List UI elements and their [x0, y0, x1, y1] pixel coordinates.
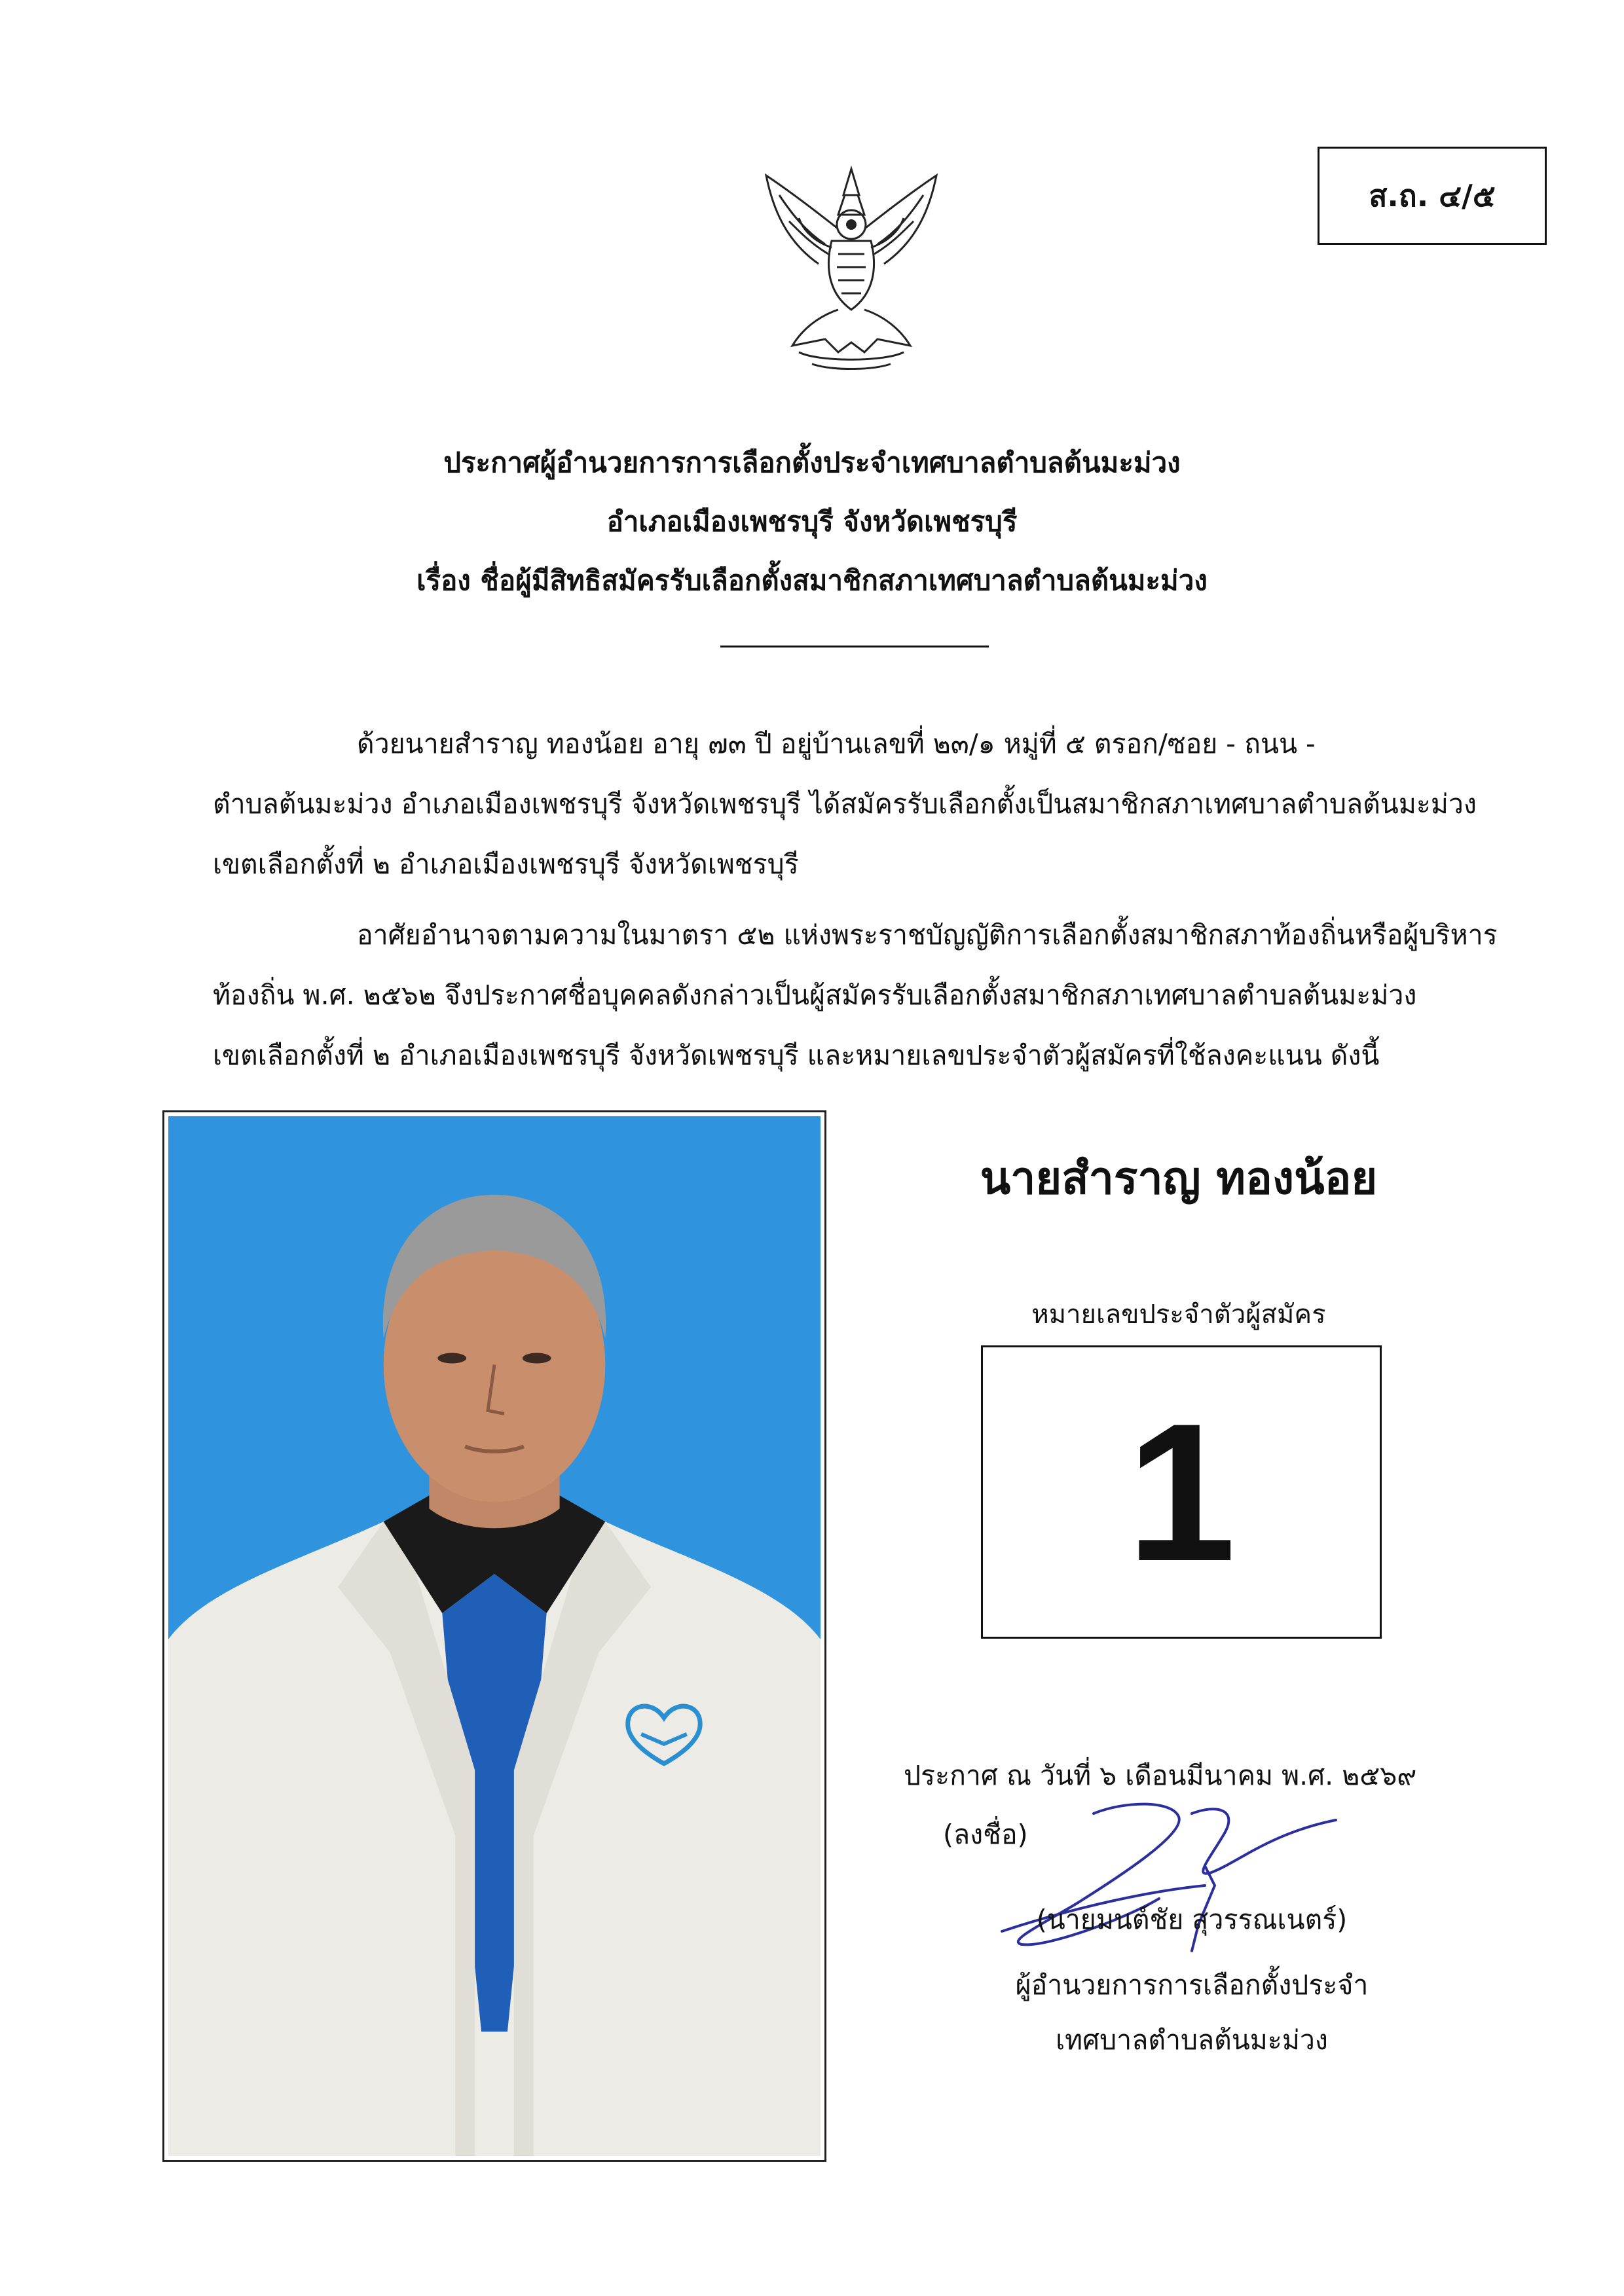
paragraph-2: [213, 905, 1500, 1085]
announce-date: ประกาศ ณ วันที่ ๖ เดือนมีนาคม พ.ศ. ๒๕๖๙: [904, 1760, 1417, 1791]
paragraph-1-line-2: ตำบลต้นมะม่วง อำเภอเมืองเพชรบุรี จังหวัดเพชรบุรี ได้สมัครรับเลือกตั้งเป็นสมาชิกสภาเทศบาลตำบลต้นมะม่วง: [213, 788, 1477, 820]
candidate-number-box: [981, 1345, 1382, 1639]
paragraph-2-line-1: อาศัยอำนาจตามความในมาตรา ๕๒ แห่งพระราชบัญญัติการเลือกตั้งสมาชิกสภาท้องถิ่นหรือผู้บริหาร: [357, 919, 1498, 951]
candidate-number: 1: [1126, 1382, 1236, 1602]
candidate-number-label: หมายเลขประจำตัวผู้สมัคร: [1031, 1300, 1326, 1330]
paragraph-1-line-3: เขตเลือกตั้งที่ ๒ อำเภอเมืองเพชรบุรี จังหวัดเพชรบุรี: [213, 848, 799, 880]
paragraph-1-line-1: ด้วยนายสำราญ ทองน้อย อายุ ๗๓ ปี อยู่บ้านเลขที่ ๒๓/๑ หมู่ที่ ๕ ตรอก/ซอย - ถนน -: [357, 728, 1316, 759]
form-code-box: [1318, 147, 1547, 245]
title-line-2: อำเภอเมืองเพชรบุรี จังหวัดเพชรบุรี: [606, 505, 1018, 538]
paragraph-1: [213, 714, 1500, 894]
signer-position: [930, 1958, 1454, 2068]
candidate-portrait: [168, 1116, 821, 2156]
candidate-name: นายสำราญ ทองน้อย: [980, 1153, 1378, 1205]
paragraph-2-line-2: ท้องถิ่น พ.ศ. ๒๕๖๒ จึงประกาศชื่อบุคคลดังกล่าวเป็นผู้สมัครรับเลือกตั้งสมาชิกสภาเทศบาลตำบลต้นมะม่วง: [213, 979, 1417, 1011]
signer-name: (นายมนต์ชัย สุวรรณเนตร์): [1036, 1904, 1348, 1935]
paragraph-2-line-3: เขตเลือกตั้งที่ ๒ อำเภอเมืองเพชรบุรี จังหวัดเพชรบุรี และหมายเลขประจำตัวผู้สมัครที่ใช้ลงคะแนน ดังนี้: [213, 1040, 1380, 1071]
title-line-3: เรื่อง ชื่อผู้มีสิทธิสมัครรับเลือกตั้งสมาชิกสภาเทศบาลตำบลต้นมะม่วง: [416, 564, 1208, 596]
signer-position-line-2: เทศบาลตำบลต้นมะม่วง: [1056, 2024, 1328, 2056]
signer-position-line-1: ผู้อำนวยการการเลือกตั้งประจำ: [1015, 1969, 1369, 2001]
signed-label: (ลงชื่อ): [943, 1819, 1028, 1850]
document-title: [196, 433, 1428, 610]
garuda-emblem-icon: [740, 156, 963, 378]
form-code: ส.ถ. ๔/๕: [1369, 177, 1496, 213]
title-line-1: ประกาศผู้อำนวยการการเลือกตั้งประจำเทศบาลตำบลต้นมะม่วง: [443, 446, 1181, 479]
title-divider: [720, 646, 989, 647]
candidate-photo: [162, 1110, 826, 2162]
handwritten-signature: [995, 1794, 1362, 1971]
